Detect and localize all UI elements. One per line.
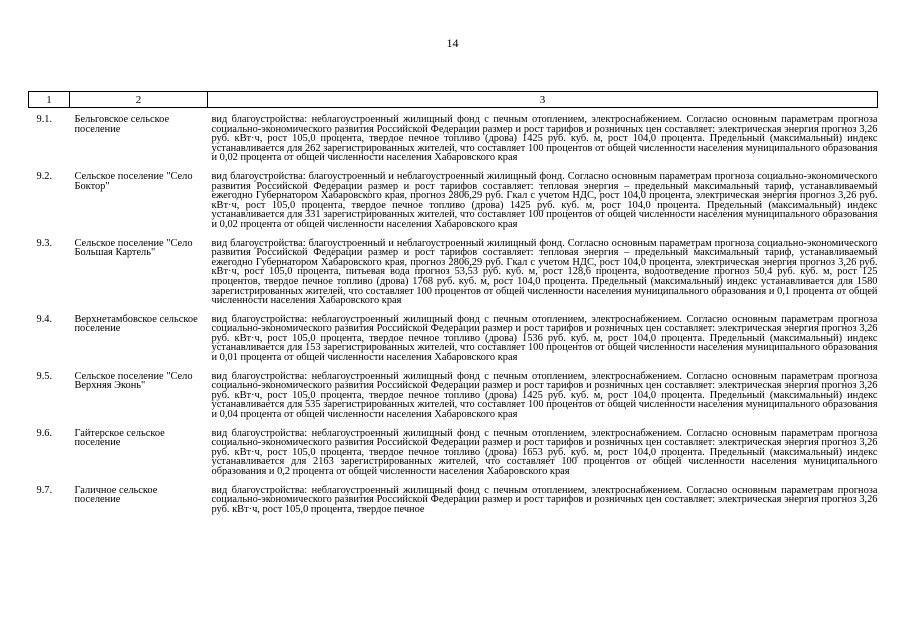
settlement-name: Гайтерское сельское поселение	[74, 427, 165, 449]
row-description: вид благоустройства: неблагоустроенный жилищный фонд с печным отоплением, электроснабжением. Согласно основным параметрам прогноза социально-экономического развития Российской Федерации размер и рост тарифов и розничных цен составляет: электрическая энергия прогноз 3,26 руб. кВт·ч, рост 105,0 процента, твердое печное топливо (дрова) 1536 руб. куб. м, рост 104,0 процента. Предельный (максимальный) индекс устанавливается для 153 зарегистрированных жителей, что составляет 100 процентов от общей численности населения муниципального образования и 0,01 процента от общей численности населения Хабаровского края	[211, 313, 878, 364]
row-number: 9.1.	[36, 114, 53, 125]
table-header	[29, 92, 878, 108]
settlement-name: Сельское поселение "Село Боктор"	[74, 170, 193, 192]
table-row	[29, 108, 878, 172]
row-number: 9.2.	[36, 170, 53, 182]
row-description: вид благоустройства: благоустроенный и неблагоустроенный жилищный фонд. Согласно основным параметрам прогноза социально-экономического развития Российской Федерации размер и рост тарифов составляет: тепловая энергия – предельный максимальный тариф, устанавливаемый ежегодно Губернатором Хабаровского края, прогноз 2806,29 руб. Гкал с учетом НДС, рост 104,0 процента, электрическая энергия прогноз 3,26 руб. кВт·ч, рост 105,0 процента, питьевая вода прогноз 53,53 руб. куб. м, рост 128,6 процента, водоотведение прогноз 50,4 руб. куб. м, рост 125 процентов, твердое печное топливо (дрова) 1768 руб. куб. м, рост 104,0 процента. Предельный (максимальный) индекс устанавливается для 1580 зарегистрированных жителей, что составляет 100 процентов от общей численности населения муниципального образования и 0,1 процента от общей численности населения Хабаровского края	[211, 237, 878, 307]
row-number: 9.6.	[36, 427, 53, 439]
table-row	[29, 315, 878, 372]
table-row	[29, 172, 878, 239]
settlement-name: Сельское поселение "Село Верхняя Эконь"	[74, 370, 193, 392]
settlement-name: Галичное сельское поселение	[74, 484, 158, 506]
row-number: 9.5.	[36, 370, 53, 382]
header-col-1: 1	[29, 92, 70, 108]
header-col-3: 3	[208, 92, 878, 108]
table-row	[29, 372, 878, 429]
table-body	[29, 108, 878, 524]
tariff-table	[28, 91, 878, 523]
row-number: 9.7.	[36, 484, 53, 496]
table-row	[29, 486, 878, 524]
table-row	[29, 429, 878, 486]
row-description: вид благоустройства: неблагоустроенный жилищный фонд с печным отоплением, электроснабжением. Согласно основным параметрам прогноза социально-экономического развития Российской Федерации размер и рост тарифов и розничных цен составляет: электрическая энергия прогноз 3,26 руб. кВт·ч, рост 105,0 процента, твердое печное топливо (дрова) 1425 руб. куб. м, рост 104,0 процента. Предельный (максимальный) индекс устанавливается для 535 зарегистрированных жителей, что составляет 100 процентов от общей численности населения муниципального образования и 0,04 процента от общей численности населения Хабаровского края	[211, 370, 878, 421]
page-number: 14	[446, 36, 459, 50]
table-row	[29, 239, 878, 315]
row-description: вид благоустройства: неблагоустроенный жилищный фонд с печным отоплением, электроснабжением. Согласно основным параметрам прогноза социально-экономического развития Российской Федерации размер и рост тарифов и розничных цен составляет: электрическая энергия прогноз 3,26 руб. кВт·ч, рост 105,0 процента, твердое печное топливо (дрова) 1425 руб. куб. м, рост 104,0 процента. Предельный (максимальный) индекс устанавливается для 262 зарегистрированных жителей, что составляет 100 процентов от общей численности населения муниципального образования и 0,02 процента от общей численности населения Хабаровского края	[211, 114, 878, 164]
header-col-2: 2	[70, 92, 208, 108]
settlement-name: Бельговское сельское поселение	[74, 114, 170, 135]
row-description: вид благоустройства: благоустроенный и неблагоустроенный жилищный фонд. Согласно основным параметрам прогноза социально-экономического развития Российской Федерации размер и рост тарифов составляет: тепловая энергия – предельный максимальный тариф, устанавливаемый ежегодно Губернатором Хабаровского края, прогноз 2806,29 руб. Гкал с учетом НДС, рост 104,0 процента, электрическая энергия прогноз 3,26 руб. кВт·ч, рост 105,0 процента, твердое печное топливо (дрова) 1425 руб. куб. м, рост 104,0 процента. Предельный (максимальный) индекс устанавливается для 331 зарегистрированных жителей, что составляет 100 процентов от общей численности населения муниципального образования и 0,02 процента от общей численности населения Хабаровского края	[211, 170, 878, 230]
row-description: вид благоустройства: неблагоустроенный жилищный фонд с печным отоплением, электроснабжением. Согласно основным параметрам прогноза социально-экономического развития Российской Федерации размер и рост тарифов и розничных цен составляет: электрическая энергия прогноз 3,26 руб. кВт·ч, рост 105,0 процента, твердое печное	[211, 484, 878, 515]
row-number: 9.4.	[36, 313, 53, 325]
settlement-name: Сельское поселение "Село Большая Картель"	[74, 237, 193, 259]
row-description: вид благоустройства: неблагоустроенный жилищный фонд с печным отоплением, электроснабжением. Согласно основным параметрам прогноза социально-экономического развития Российской Федерации размер и рост тарифов и розничных цен составляет: электрическая энергия прогноз 3,26 руб. кВт·ч, рост 105,0 процента, твердое печное топливо (дрова) 1653 руб. куб. м, рост 104,0 процента. Предельный (максимальный) индекс устанавливается для 2163 зарегистрированных жителей, что составляет 100 процентов от общей численности населения муниципального образования и 0,2 процента от общей численности населения Хабаровского края	[211, 427, 878, 477]
settlement-name: Верхнетамбовское сельское поселение	[74, 313, 198, 335]
row-number: 9.3.	[36, 237, 53, 249]
